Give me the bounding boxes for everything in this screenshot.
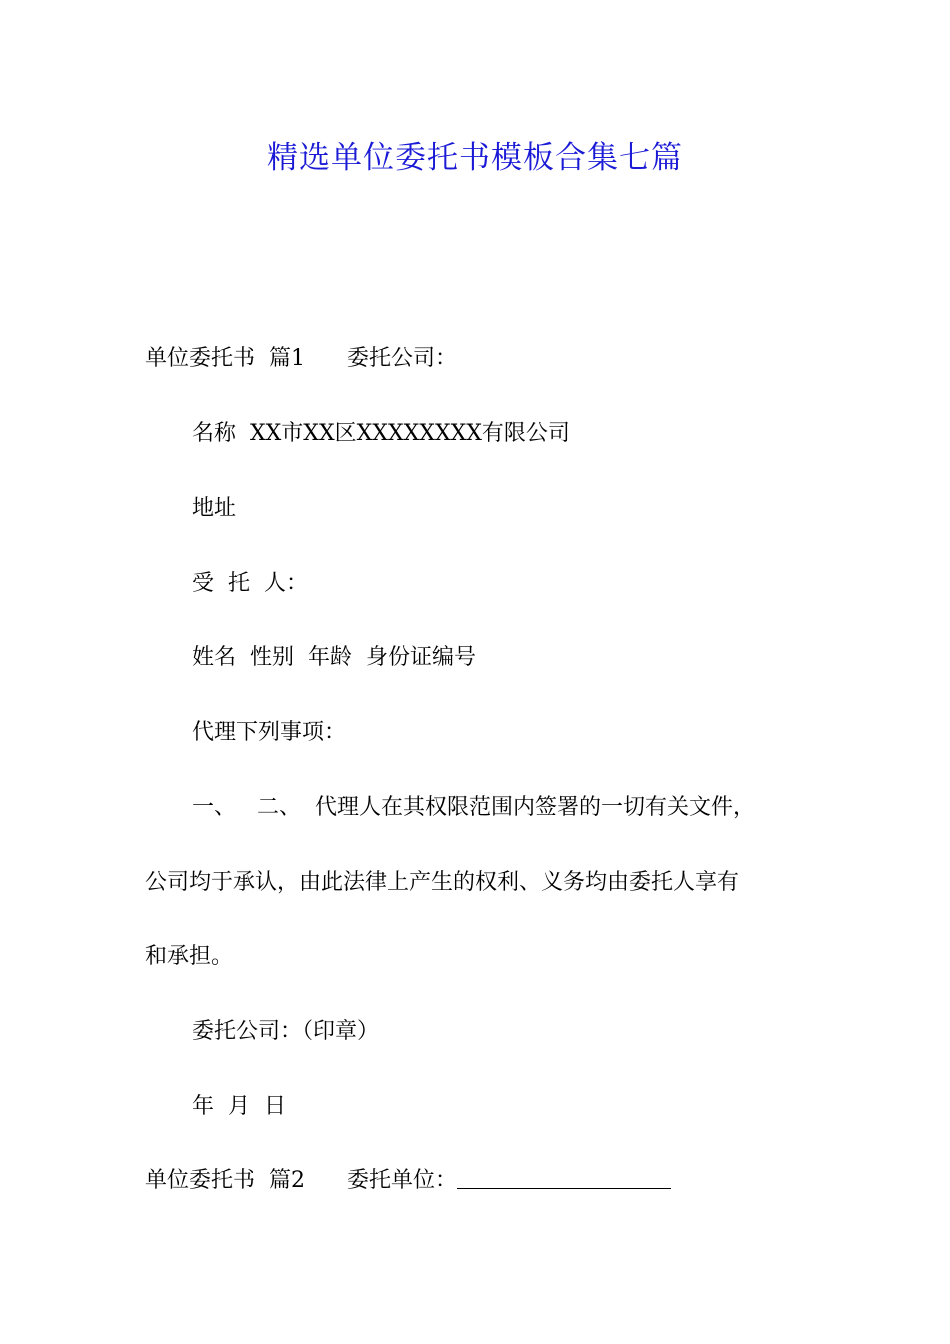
blank-underline [457,1168,671,1189]
matters-line: 代理下列事项： [192,720,347,745]
trustee-line: 受 托 人： [192,571,308,596]
seal-line: 委托公司：（印章） [192,1019,380,1044]
section-heading-1: 单位委托书 篇1 委托公司： [145,346,457,371]
trustee-fields-line: 姓名 性别 年龄 身份证编号 [192,645,476,670]
paragraph-line-1: 一、 二、 代理人在其权限范围内签署的一切有关文件， [192,795,755,820]
company-name-line: 名称 XX市XX区XXXXXXXX有限公司 [192,421,570,446]
paragraph-line-3: 和承担。 [145,944,234,969]
address-line: 地址 [192,496,237,521]
date-line: 年 月 日 [192,1094,286,1119]
document-title: 精选单位委托书模板合集七篇 [267,140,683,176]
section-heading-2 [145,1166,671,1196]
section-heading-2-text: 单位委托书 篇2 委托单位： [145,1168,457,1193]
paragraph-line-2: 公司均于承认，由此法律上产生的权利、义务均由委托人享有 [145,870,740,895]
